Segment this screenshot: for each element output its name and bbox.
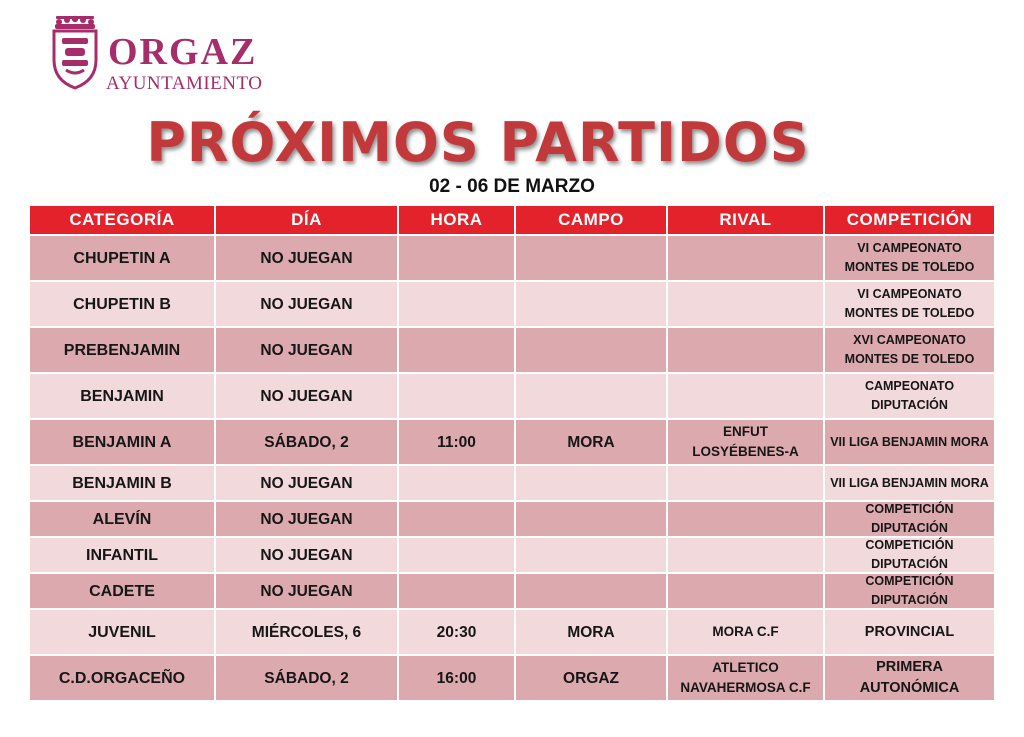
competicion-line-2: MONTES DE TOLEDO bbox=[844, 260, 975, 274]
cell-categoria: C.D.ORGACEÑO bbox=[30, 656, 214, 700]
competicion-line-2: AUTONÓMICA bbox=[859, 680, 960, 696]
matches-table bbox=[30, 206, 992, 700]
competicion-line-1: VII LIGA BENJAMIN MORA bbox=[830, 434, 989, 449]
cell-rival bbox=[668, 538, 823, 572]
competicion-lines bbox=[865, 572, 953, 610]
cell-competicion bbox=[825, 610, 994, 654]
rival-line-2: NAVAHERMOSA C.F bbox=[680, 680, 811, 695]
cell-categoria: PREBENJAMIN bbox=[30, 328, 214, 372]
cell-hora bbox=[399, 236, 514, 280]
cell-competicion bbox=[825, 466, 994, 500]
cell-categoria: BENJAMIN bbox=[30, 374, 214, 418]
cell-dia: NO JUEGAN bbox=[216, 538, 397, 572]
cell-hora bbox=[399, 374, 514, 418]
cell-campo bbox=[516, 502, 666, 536]
header-competicion: COMPETICIÓN bbox=[825, 206, 994, 234]
cell-dia: SÁBADO, 2 bbox=[216, 656, 397, 700]
competicion-line-2: DIPUTACIÓN bbox=[871, 557, 948, 571]
cell-competicion bbox=[825, 538, 994, 572]
competicion-lines bbox=[845, 331, 975, 369]
competicion-lines bbox=[830, 474, 989, 493]
cell-campo bbox=[516, 538, 666, 572]
rival-lines bbox=[692, 422, 799, 462]
rival-lines bbox=[680, 658, 810, 698]
competicion-lines bbox=[830, 433, 989, 452]
cell-campo bbox=[516, 574, 666, 608]
competicion-line-2: DIPUTACIÓN bbox=[871, 398, 948, 412]
cell-categoria: CHUPETIN B bbox=[30, 282, 214, 326]
cell-hora bbox=[399, 282, 514, 326]
competicion-lines bbox=[865, 622, 954, 643]
cell-dia: NO JUEGAN bbox=[216, 374, 397, 418]
date-range: 02 - 06 DE MARZO bbox=[429, 176, 595, 197]
cell-hora: 20:30 bbox=[399, 610, 514, 654]
cell-dia: NO JUEGAN bbox=[216, 236, 397, 280]
competicion-line-1: PROVINCIAL bbox=[864, 623, 955, 640]
cell-rival bbox=[668, 610, 823, 654]
rival-lines bbox=[712, 622, 778, 642]
competicion-line-1: PRIMERA bbox=[876, 659, 943, 675]
cell-rival bbox=[668, 502, 823, 536]
cell-competicion bbox=[825, 328, 994, 372]
competicion-line-1: COMPETICIÓN bbox=[865, 502, 954, 516]
competicion-lines bbox=[865, 377, 954, 415]
header-campo: CAMPO bbox=[516, 206, 666, 234]
cell-rival bbox=[668, 328, 823, 372]
cell-campo: ORGAZ bbox=[516, 656, 666, 700]
cell-competicion bbox=[825, 282, 994, 326]
competicion-line-2: MONTES DE TOLEDO bbox=[844, 352, 975, 366]
competicion-line-1: CAMPEONATO bbox=[864, 379, 955, 393]
rival-line-1: ENFUT bbox=[723, 424, 768, 439]
competicion-line-1: VI CAMPEONATO bbox=[857, 287, 962, 301]
cell-rival bbox=[668, 656, 823, 700]
cell-competicion bbox=[825, 502, 994, 536]
cell-campo bbox=[516, 374, 666, 418]
cell-hora: 11:00 bbox=[399, 420, 514, 464]
cell-hora bbox=[399, 538, 514, 572]
matches-grid bbox=[30, 206, 992, 700]
cell-competicion bbox=[825, 574, 994, 608]
cell-hora bbox=[399, 466, 514, 500]
competicion-line-1: VI CAMPEONATO bbox=[857, 241, 962, 255]
competicion-line-1: XVI CAMPEONATO bbox=[853, 333, 966, 347]
rival-line-2: LOSYÉBENES-A bbox=[692, 444, 799, 459]
competicion-lines bbox=[865, 500, 953, 538]
cell-competicion bbox=[825, 656, 994, 700]
ayuntamiento-logo bbox=[50, 14, 300, 94]
cell-dia: NO JUEGAN bbox=[216, 328, 397, 372]
cell-categoria: BENJAMIN A bbox=[30, 420, 214, 464]
cell-dia: NO JUEGAN bbox=[216, 502, 397, 536]
page-title: PRÓXIMOS PARTIDOS bbox=[146, 111, 810, 174]
competicion-line-2: MONTES DE TOLEDO bbox=[844, 306, 975, 320]
competicion-line-1: COMPETICIÓN bbox=[865, 538, 954, 552]
header-categoria: CATEGORÍA bbox=[30, 206, 214, 234]
cell-categoria: CADETE bbox=[30, 574, 214, 608]
cell-hora bbox=[399, 574, 514, 608]
rival-line-1: MORA C.F bbox=[712, 624, 779, 639]
cell-rival bbox=[668, 420, 823, 464]
cell-rival bbox=[668, 236, 823, 280]
cell-dia: NO JUEGAN bbox=[216, 574, 397, 608]
cell-categoria: CHUPETIN A bbox=[30, 236, 214, 280]
cell-categoria: BENJAMIN B bbox=[30, 466, 214, 500]
brand-name: ORGAZ bbox=[108, 31, 258, 73]
competicion-line-2: DIPUTACIÓN bbox=[871, 593, 948, 607]
competicion-lines bbox=[845, 239, 975, 277]
cell-campo bbox=[516, 466, 666, 500]
competicion-lines bbox=[865, 536, 953, 574]
cell-competicion bbox=[825, 374, 994, 418]
cell-campo: MORA bbox=[516, 610, 666, 654]
header-rival: RIVAL bbox=[668, 206, 823, 234]
cell-hora bbox=[399, 328, 514, 372]
cell-campo bbox=[516, 328, 666, 372]
competicion-lines bbox=[860, 657, 960, 699]
competicion-line-2: DIPUTACIÓN bbox=[871, 521, 948, 535]
cell-dia: NO JUEGAN bbox=[216, 466, 397, 500]
competicion-line-1: COMPETICIÓN bbox=[865, 574, 954, 588]
cell-campo bbox=[516, 282, 666, 326]
competicion-lines bbox=[845, 285, 975, 323]
brand-subtitle: AYUNTAMIENTO bbox=[106, 73, 263, 94]
cell-dia: SÁBADO, 2 bbox=[216, 420, 397, 464]
cell-dia: MIÉRCOLES, 6 bbox=[216, 610, 397, 654]
header-dia: DÍA bbox=[216, 206, 397, 234]
orgaz-crest-icon bbox=[50, 14, 100, 90]
cell-rival bbox=[668, 574, 823, 608]
cell-categoria: INFANTIL bbox=[30, 538, 214, 572]
cell-campo bbox=[516, 236, 666, 280]
cell-categoria: JUVENIL bbox=[30, 610, 214, 654]
cell-categoria: ALEVÍN bbox=[30, 502, 214, 536]
cell-hora: 16:00 bbox=[399, 656, 514, 700]
competicion-line-1: VII LIGA BENJAMIN MORA bbox=[830, 475, 989, 490]
cell-dia: NO JUEGAN bbox=[216, 282, 397, 326]
cell-rival bbox=[668, 466, 823, 500]
rival-line-1: ATLETICO bbox=[712, 660, 779, 675]
cell-campo: MORA bbox=[516, 420, 666, 464]
cell-rival bbox=[668, 374, 823, 418]
cell-rival bbox=[668, 282, 823, 326]
cell-competicion bbox=[825, 236, 994, 280]
cell-hora bbox=[399, 502, 514, 536]
header-hora: HORA bbox=[399, 206, 514, 234]
cell-competicion bbox=[825, 420, 994, 464]
